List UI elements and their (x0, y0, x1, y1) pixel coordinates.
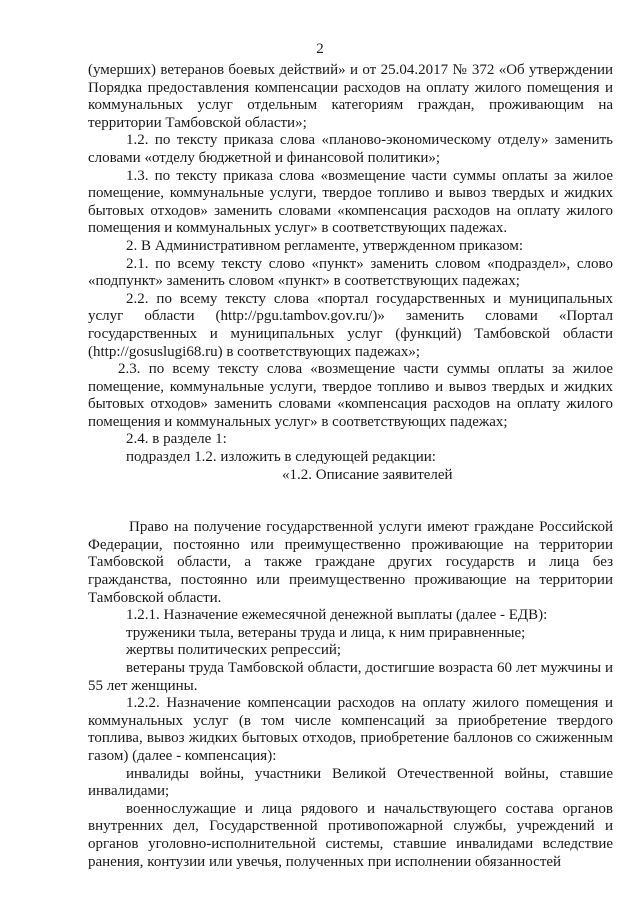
list-item-repression-victims: жертвы политических репрессий; (126, 642, 342, 659)
paragraph-order-reference: (умерших) ветеранов боевых действий» и от 25.04.2017 № 372 «Об утверждении Порядка предоставления компенсации расходов на оплату жилого помещения и коммунальных услуг отдельным категориям граждан, проживающим на территории Тамбовской области»; (88, 62, 613, 131)
paragraph-1-3: 1.3. по тексту приказа слова «возмещение части суммы оплаты за жилое помещение, коммунальные услуги, твердое топливо и вывоз твердых и жидких бытовых отходов» заменить словами «компенсация расходов на оплату жилого помещения и коммунальных услуг» в соответствующих падежах. (88, 167, 613, 237)
page-number: 2 (316, 41, 324, 57)
paragraph-1-2: 1.2. по тексту приказа слова «планово-экономическому отделу» заменить словами «отделу бюджетной и финансовой политики»; (88, 132, 613, 166)
paragraph-2-2: 2.2. по всему тексту слова «портал государственных и муниципальных услуг области (http://pgu.tambov.gov.ru/)» заменить словами «Портал государственных и муниципальных услуг (функций) Тамбовской области (http://gosuslugi68.ru) в соответствующих падежах»; (88, 290, 613, 360)
list-item-home-front-workers: труженики тыла, ветераны труда и лица, к ним приравненные; (126, 624, 526, 641)
paragraph-2-4: 2.4. в разделе 1: (126, 431, 227, 448)
paragraph-subsection-intro: подраздел 1.2. изложить в следующей редакции: (126, 449, 436, 466)
paragraph-2-3: 2.3. по всему тексту слова «возмещение части суммы оплаты за жилое помещение, коммунальные услуги, твердое топливо и вывоз твердых и жидких бытовых отходов» заменить словами «компенсация расходов на оплату жилого помещения и коммунальных услуг» в соответствующих падежах; (88, 361, 613, 430)
paragraph-applicants-right: Право на получение государственной услуги имеют граждане Российской Федерации, постоянно или преимущественно проживающие на территории Тамбовской области, а также граждане других государств и лица без гражданства, постоянно или преимущественно проживающие на территории Тамбовской области. (88, 519, 613, 606)
section-gap (88, 484, 613, 519)
paragraph-1-2-1: 1.2.1. Назначение ежемесячной денежной выплаты (далее - ЕДВ): (126, 607, 548, 624)
paragraph-1-2-2: 1.2.2. Назначение компенсации расходов на оплату жилого помещения и коммунальных услуг (в том числе компенсаций за приобретение твердого топлива, вывоз жидких бытовых отходов, приобретение баллонов со сжиженным газом) (далее - компенсация): (88, 695, 613, 764)
list-item-servicemen: военнослужащие и лица рядового и начальствующего состава органов внутренних дел, Государственной противопожарной службы, учреждений и органов уголовно-исполнительной системы, ставшие инвалидами вследствие ранения, контузии или увечья, полученных при исполнении обязанностей (88, 800, 613, 870)
section-heading: «1.2. Описание заявителей (282, 466, 453, 483)
list-item-war-invalids: инвалиды войны, участники Великой Отечественной войны, ставшие инвалидами; (88, 765, 613, 800)
list-item-labor-veterans: ветераны труда Тамбовской области, достигшие возраста 60 лет мужчины и 55 лет женщины. (88, 660, 613, 694)
paragraph-2-1: 2.1. по всему тексту слово «пункт» заменить словом «подраздел», слово «подпункт» заменить словом «пункт» в соответствующих падежах; (88, 255, 613, 290)
paragraph-2: 2. В Административном регламенте, утвержденном приказом: (126, 237, 524, 254)
document-body (88, 62, 613, 871)
